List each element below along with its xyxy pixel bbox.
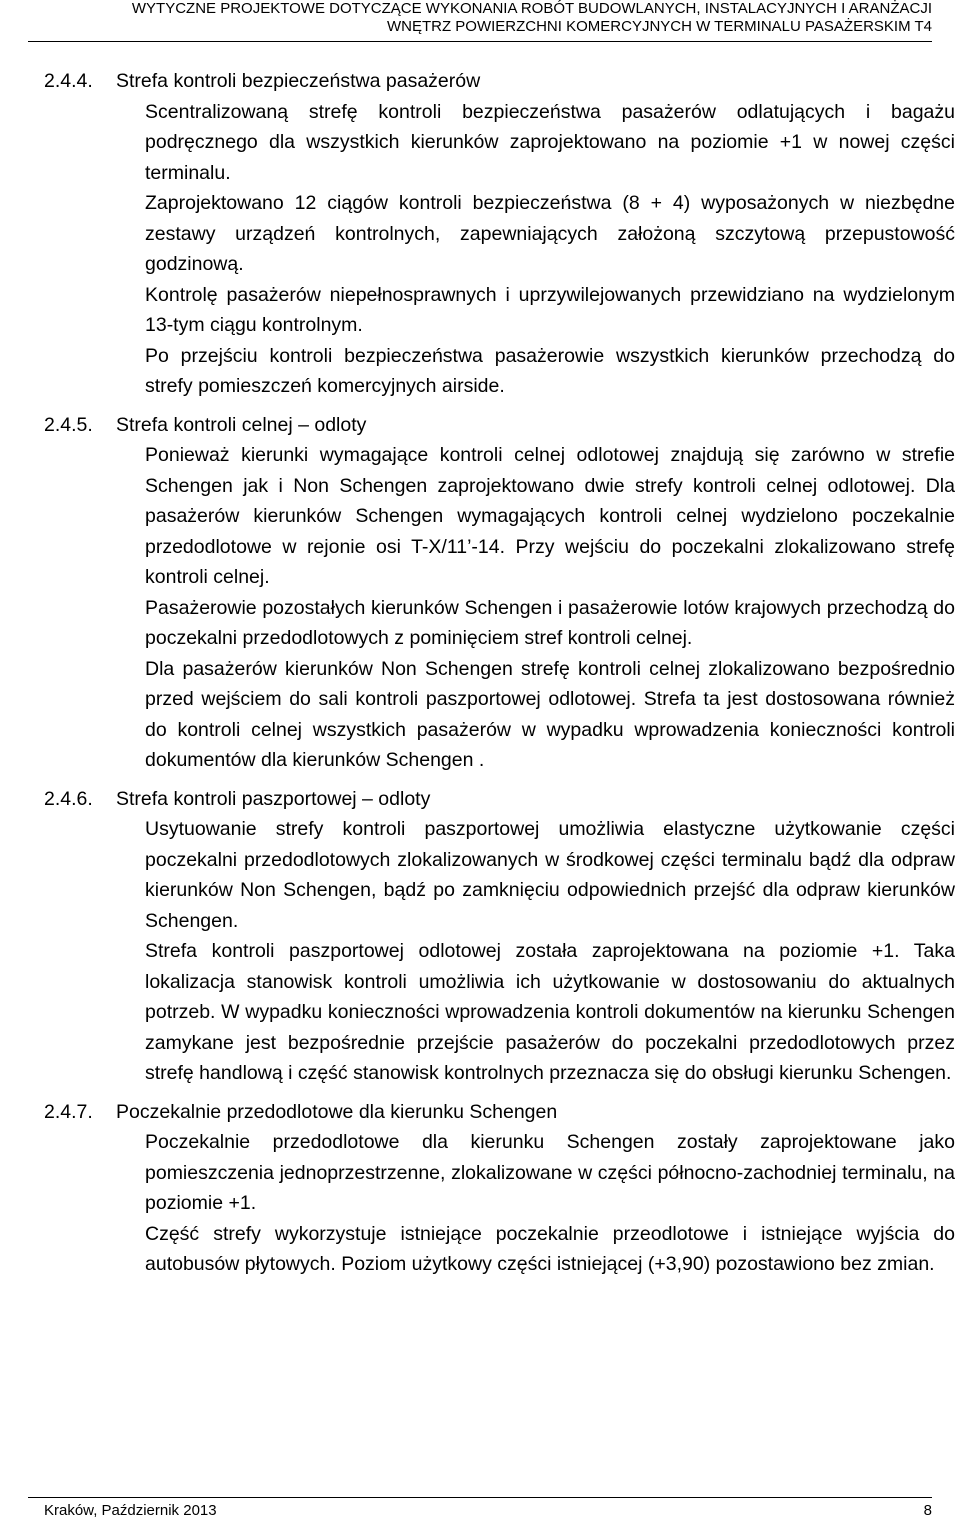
footer-divider	[28, 1497, 932, 1498]
section-number: 2.4.7.	[44, 1100, 93, 1123]
document-body	[44, 66, 956, 1288]
section-title: Strefa kontroli bezpieczeństwa pasażerów	[116, 70, 481, 92]
paragraph: Usytuowanie strefy kontroli paszportowej umożliwia elastyczne użytkowanie części poczekalni przedodlotowych zlokalizowanych w środkowej części terminalu bądź dla odpraw kierunków Non Schengen, bądź po zamknięciu odpowiednich przejść dla odpraw kierunków Schengen.	[145, 818, 955, 932]
page-header	[28, 0, 932, 36]
header-line-2: WNĘTRZ POWIERZCHNI KOMERCYJNYCH W TERMINALU PASAŻERSKIM T4	[386, 18, 932, 35]
paragraph: Strefa kontroli paszportowej odlotowej została zaprojektowana na poziomie +1. Taka lokalizacja stanowisk kontroli umożliwia ich użytkowanie w dostosowaniu do aktualnych potrzeb. W wypadku konieczności wprowadzenia kontroli dokumentów na kierunku Schengen zamykane jest bezpośrednie przejście pasażerów do poczekalni przedodlotowych przez strefę handlową i część stanowisk kontrolnych przeznacza się do obsługi kierunku Schengen.	[145, 940, 955, 1084]
section-2-4-7	[44, 1097, 956, 1280]
paragraph: Poczekalnie przedodlotowe dla kierunku Schengen zostały zaprojektowane jako pomieszczenia jednoprzestrzenne, zlokalizowane w części północno-zachodniej terminalu, na poziomie +1.	[145, 1131, 955, 1214]
paragraph: Scentralizowaną strefę kontroli bezpieczeństwa pasażerów odlatujących i bagażu podręcznego dla wszystkich kierunków zaprojektowano na poziomie +1 w nowej części terminalu.	[145, 100, 955, 184]
page-number: 8	[923, 1502, 932, 1519]
section-title: Strefa kontroli paszportowej – odloty	[116, 787, 431, 810]
paragraph: Ponieważ kierunki wymagające kontroli celnej odlotowej znajdują się zarówno w strefie Schengen jak i Non Schengen zaprojektowano dwie strefy kontroli celnej odlotowej. Dla pasażerów kierunków Schengen wymagających kontroli celnej wydzielono poczekalnie przedodlotowe w rejonie osi T-X/11’-14. Przy wejściu do poczekalni zlokalizowano strefę kontroli celnej.	[145, 444, 955, 588]
paragraph: Zaprojektowano 12 ciągów kontroli bezpieczeństwa (8 + 4) wyposażonych w niezbędne zestawy urządzeń kontrolnych, zapewniających założoną szczytową przepustowość godzinową.	[145, 192, 955, 275]
footer-place-date: Kraków, Październik 2013	[44, 1502, 217, 1519]
paragraph: Część strefy wykorzystuje istniejące poczekalnie przeodlotowe i istniejące wyjścia do autobusów płytowych. Poziom użytkowy części istniejącej (+3,90) pozostawiono bez zmian.	[145, 1222, 955, 1275]
paragraph: Dla pasażerów kierunków Non Schengen strefę kontroli celnej zlokalizowano bezpośrednio przed wejściem do sali kontroli paszportowej odlotowej. Strefa ta jest dostosowana również do kontroli celnej wszystkich pasażerów w wypadku wprowadzenia konieczności kontroli dokumentów dla kierunków Schengen .	[145, 657, 955, 771]
paragraph: Kontrolę pasażerów niepełnosprawnych i uprzywilejowanych przewidziano na wydzielonym 13-tym ciągu kontrolnym.	[145, 283, 955, 336]
section-title: Poczekalnie przedodlotowe dla kierunku Schengen	[116, 1100, 558, 1123]
section-2-4-5	[44, 410, 956, 776]
header-line-1: WYTYCZNE PROJEKTOWE DOTYCZĄCE WYKONANIA ROBÓT BUDOWLANYCH, INSTALACYJNYCH I ARANŻACJI	[131, 0, 932, 17]
section-number: 2.4.5.	[44, 413, 93, 436]
paragraph: Pasażerowie pozostałych kierunków Schengen i pasażerowie lotów krajowych przechodzą do poczekalni przedodlotowych z pominięciem stref kontroli celnej.	[145, 596, 955, 649]
section-heading	[44, 66, 956, 97]
paragraph: Po przejściu kontroli bezpieczeństwa pasażerowie wszystkich kierunków przechodzą do strefy pomieszczeń komercyjnych airside.	[145, 344, 955, 397]
section-title: Strefa kontroli celnej – odloty	[116, 413, 367, 436]
section-heading	[44, 1097, 956, 1128]
page-footer	[44, 1502, 932, 1520]
section-2-4-4	[44, 66, 956, 402]
section-heading	[44, 784, 956, 815]
section-number: 2.4.4.	[44, 70, 93, 92]
section-2-4-6	[44, 784, 956, 1089]
section-heading	[44, 410, 956, 441]
section-number: 2.4.6.	[44, 787, 93, 810]
header-divider	[28, 41, 932, 42]
